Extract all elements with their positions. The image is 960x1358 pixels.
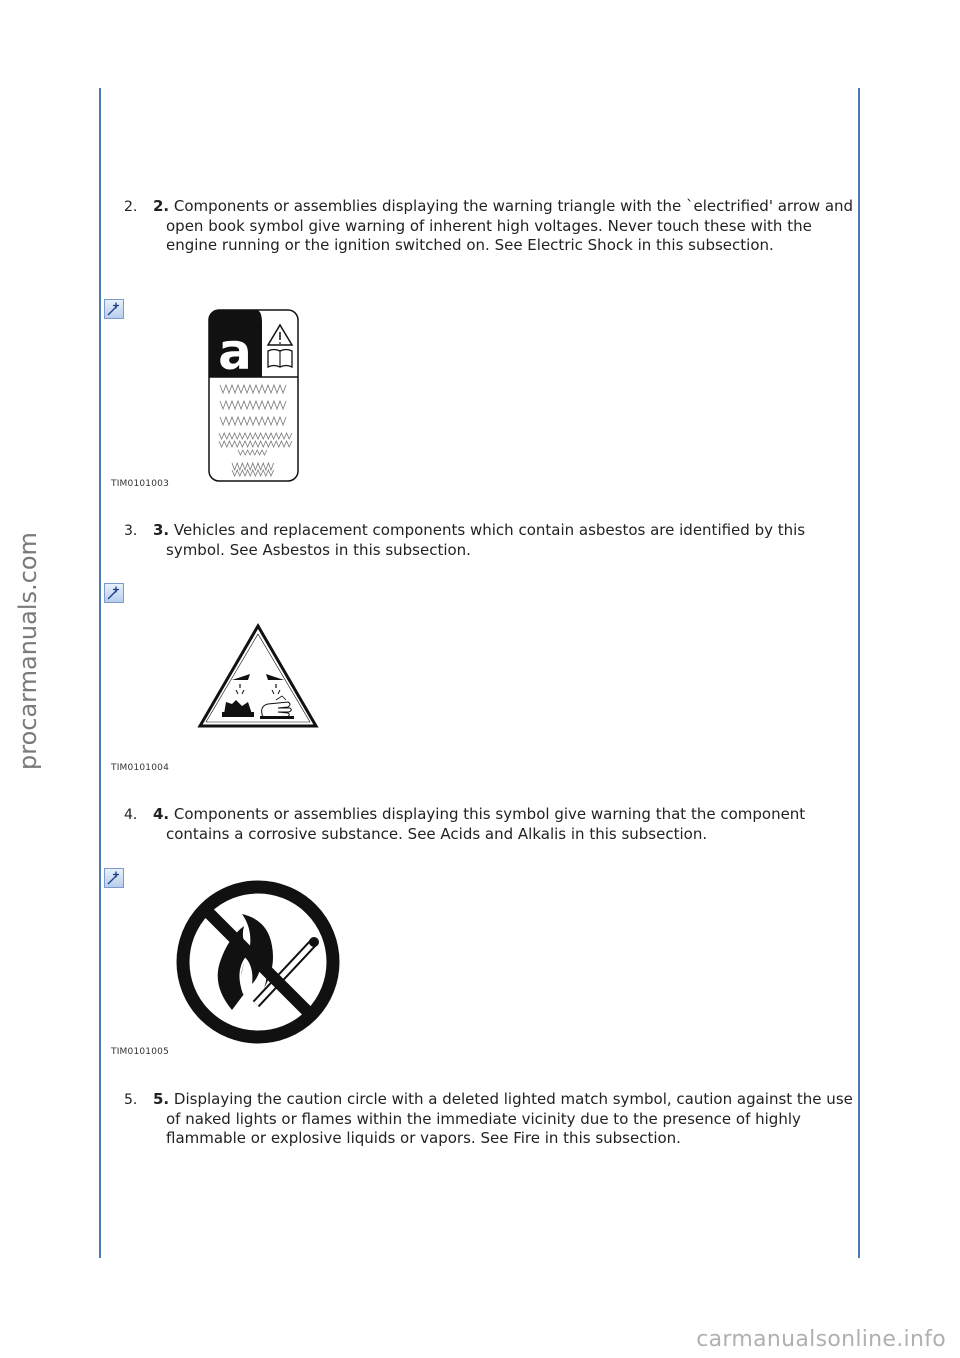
figure-label: TIM0101005 bbox=[111, 1047, 169, 1057]
item-text: Vehicles and replacement components which contain asbestos are identified by this symbol. See Asbestos in this subsection. bbox=[166, 521, 806, 559]
zoom-icon[interactable] bbox=[104, 583, 124, 603]
item-number: 3. bbox=[124, 523, 138, 539]
item-text: Components or assemblies displaying the warning triangle with the `electrified' arrow and open book symbol give warning of inherent high voltages. Never touch these with the engine running or the ignition switched on. See Electric Shock in this subsection. bbox=[166, 197, 854, 255]
item-bold-number: 4. bbox=[153, 805, 170, 823]
figure-label: TIM0101003 bbox=[111, 479, 169, 489]
list-item-5 bbox=[120, 1090, 860, 1149]
item-bold-number: 5. bbox=[153, 1090, 170, 1108]
side-watermark: procarmanuals.com bbox=[14, 532, 42, 770]
list-item-2 bbox=[120, 197, 860, 256]
corrosive-warning-figure bbox=[196, 622, 320, 730]
item-text: Components or assemblies displaying this symbol give warning that the component contains a corrosive substance. See Acids and Alkalis in this subsection. bbox=[166, 805, 806, 843]
zoom-icon[interactable] bbox=[104, 299, 124, 319]
right-margin-rule bbox=[858, 88, 860, 1258]
list-item-4 bbox=[120, 805, 860, 844]
figure-label: TIM0101004 bbox=[111, 763, 169, 773]
item-body bbox=[153, 521, 860, 560]
item-body bbox=[153, 805, 860, 844]
zoom-icon[interactable] bbox=[104, 868, 124, 888]
item-number: 4. bbox=[124, 807, 138, 823]
left-margin-rule bbox=[99, 88, 101, 1258]
asbestos-label-figure bbox=[208, 309, 300, 483]
item-number: 5. bbox=[124, 1092, 138, 1108]
item-bold-number: 3. bbox=[153, 521, 170, 539]
no-naked-flame-figure bbox=[172, 876, 344, 1048]
item-text: Displaying the caution circle with a deleted lighted match symbol, caution against the use of naked lights or flames within the immediate vicinity due to the presence of highly flammable or explosive liquids or vapors. See Fire in this subsection. bbox=[166, 1090, 853, 1148]
item-body bbox=[153, 197, 860, 256]
asbestos-glyph: a bbox=[218, 323, 252, 381]
item-bold-number: 2. bbox=[153, 197, 170, 215]
list-item-3 bbox=[120, 521, 860, 560]
bottom-watermark: carmanualsonline.info bbox=[696, 1327, 946, 1352]
item-body bbox=[153, 1090, 860, 1149]
item-number: 2. bbox=[124, 199, 138, 215]
